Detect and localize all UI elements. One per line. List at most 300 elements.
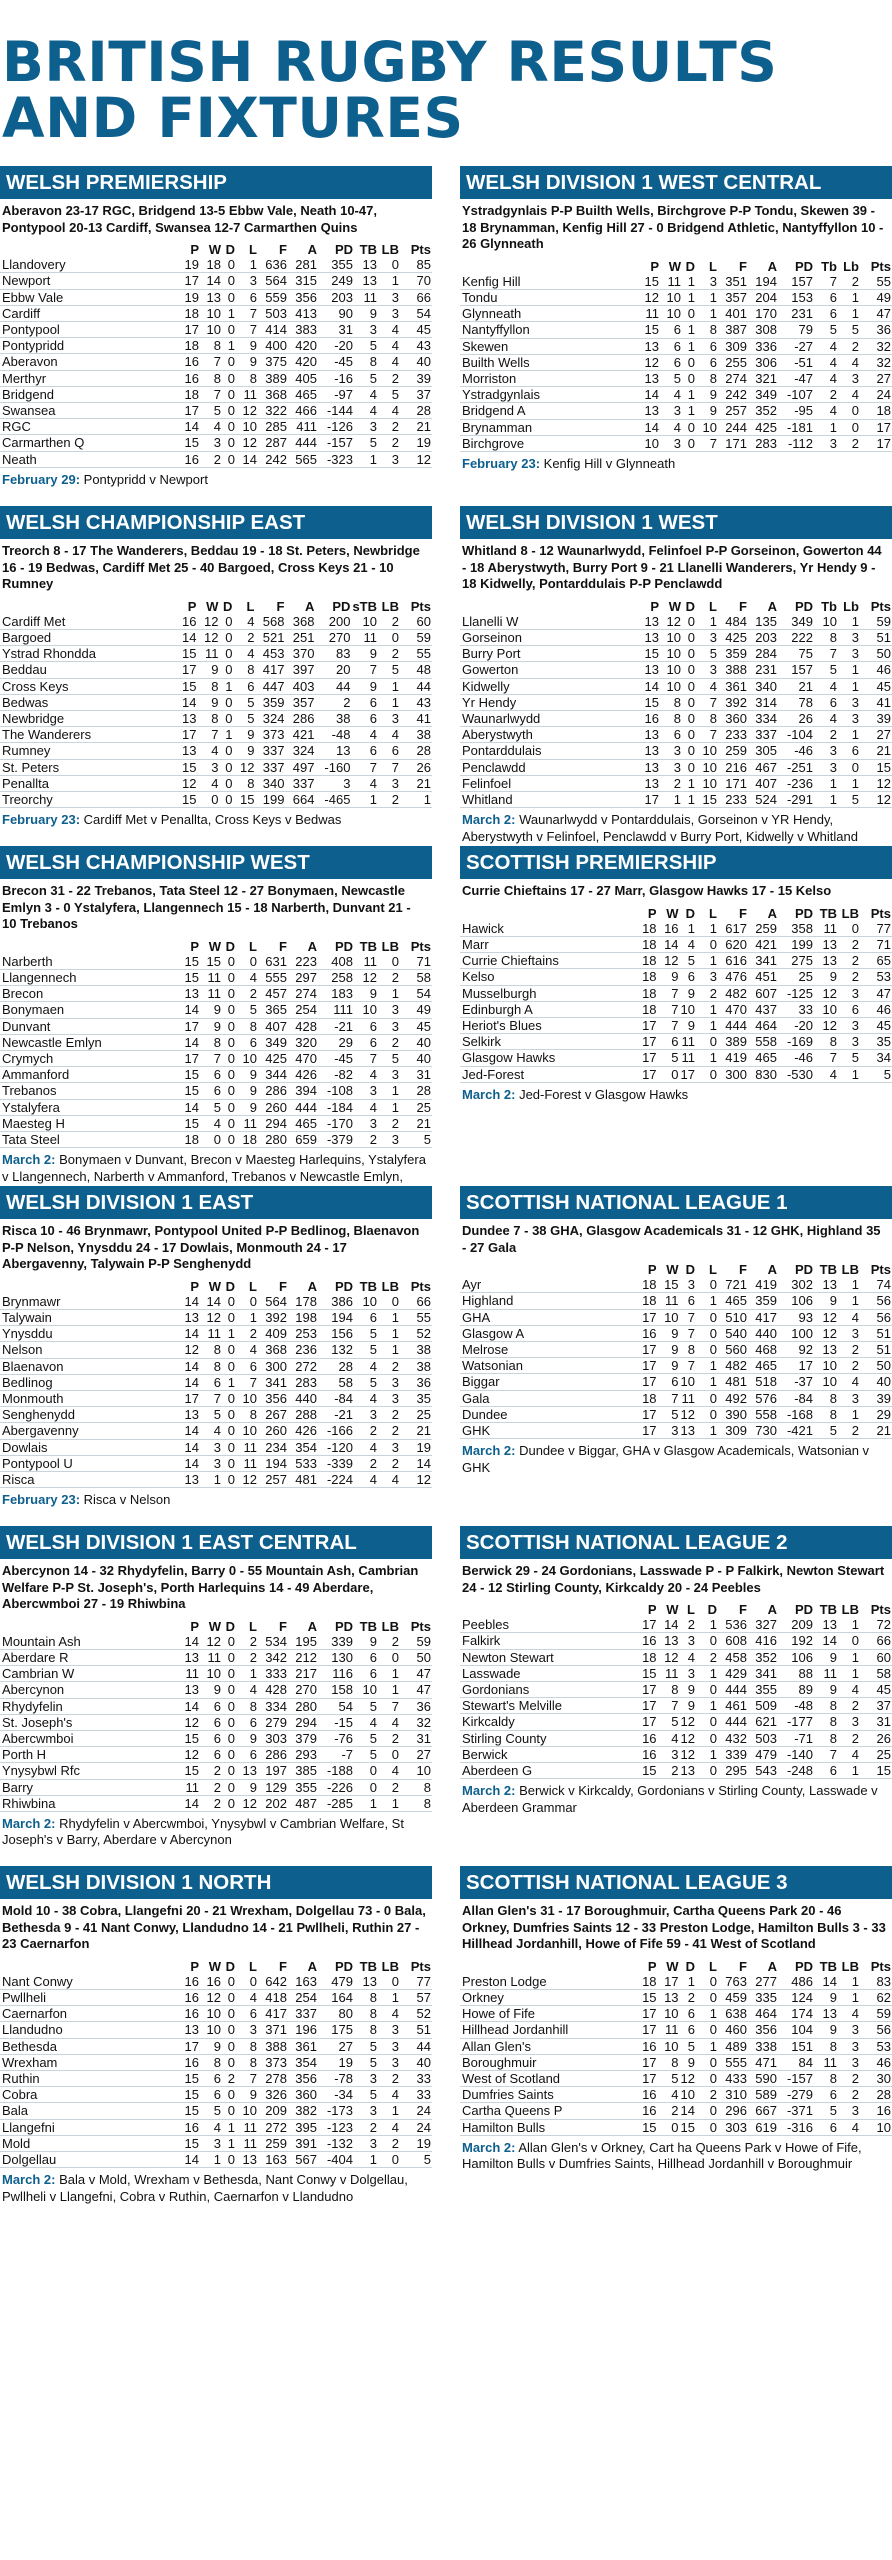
stat-cell: 10 (200, 2006, 222, 2022)
stat-cell: 11 (660, 274, 682, 290)
stat-cell: 417 (748, 1309, 778, 1325)
stat-cell: 503 (258, 305, 288, 321)
stat-cell: 36 (860, 322, 892, 338)
stat-cell: 9 (236, 2087, 258, 2103)
stat-cell: 9 (233, 743, 255, 759)
stat-cell: 338 (748, 2038, 778, 2054)
stat-cell: 10 (354, 1682, 378, 1698)
stat-cell: 11 (354, 954, 378, 970)
stat-cell: 11 (354, 289, 378, 305)
stat-cell: 7 (814, 1746, 838, 1762)
table-row (0, 354, 432, 370)
stat-cell: 5 (838, 1050, 860, 1066)
stat-cell: 0 (682, 629, 696, 645)
stat-cell: 10 (696, 775, 718, 791)
stat-cell: 2 (838, 2087, 860, 2103)
stat-cell: 0 (696, 1325, 718, 1341)
stat-cell: 590 (748, 2070, 778, 2086)
stat-cell: 14 (178, 1034, 200, 1050)
stat-cell: 33 (400, 2070, 432, 2086)
column-header: A (767, 258, 777, 274)
stat-cell: 5 (400, 1131, 432, 1147)
stat-cell: 0 (378, 1974, 400, 1990)
stat-cell: 6 (354, 1649, 378, 1665)
stat-cell: -285 (318, 1795, 354, 1811)
stat-cell: 10 (638, 435, 660, 451)
stat-cell: 15 (175, 791, 197, 807)
results-text: Treorch 8 - 17 The Wanderers, Beddau 19 - 18 St. Peters, Newbridge 16 - 19 Bedwas, Cardiff Met 25 - 40 Bargoed, Cross Keys 21 - 10 Rumney (2, 543, 420, 591)
column-header: PD (794, 1262, 813, 1277)
results-text: Risca 10 - 46 Brynmawr, Pontypool United P-P Bedlinog, Blaenavon P-P Nelson, Ynysddu 24 - 17 Dowlais, Monmouth 24 - 17 Abergavenny, Talywain P-P Senghenydd (2, 1223, 420, 1271)
stat-cell: 1 (838, 1277, 860, 1293)
stat-cell: 4 (236, 1989, 258, 2005)
column-header: D (685, 905, 695, 921)
league-section (460, 846, 892, 1186)
league-title: WELSH DIVISION 1 WEST CENTRAL (460, 166, 892, 199)
stat-cell: 0 (222, 1067, 236, 1083)
stat-cell: 336 (748, 338, 778, 354)
team-name: Ystrad Rhondda (0, 646, 175, 662)
stat-cell: 414 (258, 322, 288, 338)
stat-cell: 242 (258, 451, 288, 467)
stat-cell: 0 (219, 646, 233, 662)
stat-cell: 389 (718, 1034, 748, 1050)
stat-cell: 453 (255, 646, 285, 662)
stat-cell: 636 (258, 257, 288, 273)
stat-cell: 1 (838, 1974, 860, 1990)
stat-cell: -279 (778, 2087, 814, 2103)
stat-cell: 280 (288, 1698, 318, 1714)
fixtures-date: March 2: (462, 1443, 516, 1459)
table-row (0, 727, 432, 743)
column-header: D (685, 1958, 695, 1974)
stat-cell: 200 (315, 614, 351, 630)
stat-cell: 16 (636, 2038, 658, 2054)
stat-cell: 43 (400, 694, 432, 710)
table-row (460, 662, 892, 678)
column-header: Pts (410, 598, 431, 614)
table-row (460, 354, 892, 370)
stat-cell: 349 (778, 614, 814, 630)
stat-cell: 0 (222, 2087, 236, 2103)
stat-cell: 444 (718, 1017, 748, 1033)
stat-cell: 0 (682, 306, 696, 322)
stat-cell: 6 (200, 1067, 222, 1083)
stat-cell: 16 (178, 1974, 200, 1990)
column-header: A (307, 242, 317, 257)
table-row (460, 1746, 892, 1762)
stat-cell: 0 (236, 1294, 258, 1310)
stat-cell: 3 (696, 274, 718, 290)
team-name: Melrose (460, 1342, 636, 1358)
table-row (0, 1390, 432, 1406)
table-row (0, 451, 432, 467)
stat-cell: 249 (318, 273, 354, 289)
stat-cell: 1 (696, 2038, 718, 2054)
stat-cell: 0 (696, 2022, 718, 2038)
stat-cell: 0 (222, 403, 236, 419)
stat-cell: 3 (197, 759, 219, 775)
stat-cell: 6 (660, 338, 682, 354)
stat-cell: 93 (778, 1309, 814, 1325)
stat-cell: 15 (178, 969, 200, 985)
stat-cell: 11 (658, 2022, 680, 2038)
stat-cell: 4 (197, 775, 219, 791)
column-header: Pts (870, 1262, 891, 1277)
stat-cell: -71 (778, 1730, 814, 1746)
stat-cell: 7 (378, 759, 400, 775)
standings-table (0, 939, 432, 1149)
stat-cell: 13 (175, 743, 197, 759)
column-header: PD (334, 938, 353, 954)
stat-cell: 5 (378, 386, 400, 402)
table-header-row (460, 1262, 892, 1277)
stat-cell: 6 (680, 1293, 696, 1309)
table-row (0, 1423, 432, 1439)
team-name: Bala (0, 2103, 178, 2119)
stat-cell: 116 (318, 1666, 354, 1682)
stat-cell: 389 (258, 370, 288, 386)
stat-cell: 6 (354, 1034, 378, 1050)
stat-cell: 13 (814, 1342, 838, 1358)
stat-cell: 286 (258, 1083, 288, 1099)
stat-cell: 4 (354, 1390, 378, 1406)
team-name: Porth H (0, 1747, 178, 1763)
team-name: Ebbw Vale (0, 289, 178, 305)
table-row (0, 322, 432, 338)
stat-cell: 26 (400, 759, 432, 775)
stat-cell: -21 (318, 1407, 354, 1423)
stat-cell: 5 (658, 1406, 680, 1422)
stat-cell: 280 (258, 1131, 288, 1147)
stat-cell: 6 (354, 1309, 378, 1325)
table-row (460, 1698, 892, 1714)
stat-cell: 417 (255, 662, 285, 678)
stat-cell: 0 (222, 257, 236, 273)
stat-cell: 10 (660, 646, 682, 662)
stat-cell: 1 (219, 678, 233, 694)
league-title: WELSH DIVISION 1 WEST (460, 506, 892, 539)
stat-cell: 481 (718, 1374, 748, 1390)
stat-cell: 9 (814, 1293, 838, 1309)
stat-cell: 4 (378, 322, 400, 338)
stat-cell: 6 (696, 354, 718, 370)
table-row (0, 1002, 432, 1018)
table-row (0, 1455, 432, 1471)
stat-cell: 54 (318, 1698, 354, 1714)
stat-cell: 509 (748, 1698, 778, 1714)
stat-cell: 11 (178, 1666, 200, 1682)
stat-cell: 6 (658, 1374, 680, 1390)
stat-cell: 60 (400, 614, 432, 630)
results-text: Ystradgynlais P-P Builth Wells, Birchgrove P-P Tondu, Skewen 39 - 18 Brynamman, Kenfig Hill 27 - 0 Bridgend Athletic, Nantyffyllon 10 - 26 Glynneath (462, 203, 884, 251)
stat-cell: 420 (288, 338, 318, 354)
stat-cell: 5 (354, 2087, 378, 2103)
column-header: TB (819, 1958, 837, 1974)
stat-cell: 521 (255, 629, 285, 645)
stat-cell: 0 (222, 370, 236, 386)
stat-cell: 559 (258, 289, 288, 305)
stat-cell: 1 (222, 305, 236, 321)
stat-cell: 2 (200, 1779, 222, 1795)
stat-cell: 16 (178, 370, 200, 386)
league-section (460, 1526, 892, 1866)
stat-cell: 2 (696, 1649, 718, 1665)
stat-cell: 4 (838, 1374, 860, 1390)
table-row (460, 1682, 892, 1698)
stat-cell: 0 (682, 678, 696, 694)
stat-cell: 34 (860, 1050, 892, 1066)
stat-cell: 18 (636, 1293, 658, 1309)
stat-cell: 0 (696, 1714, 718, 1730)
team-name: Falkirk (460, 1633, 636, 1649)
team-name: Trebanos (0, 1083, 178, 1099)
stat-cell: 352 (748, 403, 778, 419)
stat-cell: 28 (318, 1358, 354, 1374)
column-header: P (190, 1618, 199, 1634)
stat-cell: 5 (680, 953, 696, 969)
stat-cell: 1 (682, 775, 696, 791)
team-name: Cardiff (0, 305, 178, 321)
table-row (460, 2070, 892, 2086)
stat-cell: 17 (636, 2070, 658, 2086)
stat-cell: 216 (718, 759, 748, 775)
stat-cell: 0 (219, 629, 233, 645)
table-row (460, 1406, 892, 1422)
stat-cell: 3 (378, 451, 400, 467)
stat-cell: 408 (318, 954, 354, 970)
stat-cell: 4 (233, 646, 255, 662)
table-row (460, 646, 892, 662)
team-name: Howe of Fife (460, 2006, 636, 2022)
stat-cell: 1 (838, 1649, 860, 1665)
stat-cell: 3 (660, 743, 682, 759)
stat-cell: 83 (860, 1974, 892, 1990)
stat-cell: 38 (315, 710, 351, 726)
stat-cell: 8 (680, 1342, 696, 1358)
table-row (0, 954, 432, 970)
stat-cell: 10 (354, 1294, 378, 1310)
stat-cell: 4 (378, 2006, 400, 2022)
stat-cell: 59 (860, 614, 892, 630)
column-header: P (187, 598, 197, 614)
stat-cell: 379 (288, 1730, 318, 1746)
team-name: Highland (460, 1293, 636, 1309)
stat-cell: 41 (860, 694, 892, 710)
stat-cell: 17 (175, 727, 197, 743)
stat-cell: 1 (378, 1309, 400, 1325)
stat-cell: 337 (255, 759, 285, 775)
team-name: Llandudno (0, 2022, 178, 2038)
stat-cell: 4 (838, 1682, 860, 1698)
stat-cell: 3 (236, 273, 258, 289)
stat-cell: 21 (400, 1423, 432, 1439)
column-header: LB (381, 938, 399, 954)
table-row (460, 1050, 892, 1066)
stat-cell: 8 (354, 354, 378, 370)
stat-cell: 309 (718, 1423, 748, 1439)
stat-cell: 12 (200, 1989, 222, 2005)
stat-cell: 40 (400, 1050, 432, 1066)
stat-cell: 17 (636, 2022, 658, 2038)
team-name: Cross Keys (0, 678, 175, 694)
column-header: Pts (870, 258, 891, 274)
stat-cell: -184 (318, 1099, 354, 1115)
stat-cell: 2 (378, 2070, 400, 2086)
table-row (460, 2087, 892, 2103)
stat-cell: 3 (378, 1002, 400, 1018)
stat-cell: 16 (636, 1633, 658, 1649)
stat-cell: 283 (288, 1374, 318, 1390)
stat-cell: 464 (748, 2006, 778, 2022)
stat-cell: 4 (378, 2087, 400, 2103)
stat-cell: 13 (658, 1989, 680, 2005)
stat-cell: 260 (258, 1423, 288, 1439)
column-header (0, 599, 175, 614)
fixtures-list: Kenfig Hill v Glynneath (540, 455, 676, 471)
column-header: P (647, 1958, 657, 1974)
table-row (0, 419, 432, 435)
stat-cell: 163 (288, 1974, 318, 1990)
fixtures-date: March 2: (2, 1152, 56, 1168)
stat-cell: 18 (200, 257, 222, 273)
stat-cell: 0 (222, 2022, 236, 2038)
stat-cell: 6 (236, 1714, 258, 1730)
stat-cell: 479 (748, 1746, 778, 1762)
team-name: Hamilton Bulls (460, 2119, 636, 2135)
stat-cell: 37 (860, 1698, 892, 1714)
stat-cell: 18 (178, 386, 200, 402)
stat-cell: 9 (351, 646, 378, 662)
stat-cell: 8 (200, 2054, 222, 2070)
column-header (0, 1959, 178, 1974)
stat-cell: 19 (178, 257, 200, 273)
stat-cell: 12 (680, 2070, 695, 2086)
stat-cell: 503 (748, 1730, 778, 1746)
table-row (0, 743, 432, 759)
column-header (460, 1959, 636, 1974)
stat-cell: 158 (318, 1682, 354, 1698)
stat-cell: 12 (814, 1325, 838, 1341)
stat-cell: 204 (748, 289, 778, 305)
stat-cell: 38 (400, 1342, 432, 1358)
team-name: Crymych (0, 1050, 178, 1066)
table-row (0, 403, 432, 419)
column-header: D (225, 938, 235, 954)
stat-cell: 21 (400, 419, 432, 435)
stat-cell: 7 (200, 386, 222, 402)
stat-cell: 0 (658, 2119, 680, 2135)
stat-cell: 444 (288, 1099, 318, 1115)
stat-cell: 7 (814, 1050, 838, 1066)
stat-cell: 4 (660, 387, 682, 403)
stat-cell: 11 (658, 1293, 680, 1309)
stat-cell: 14 (638, 678, 660, 694)
standings-table (0, 599, 432, 809)
stat-cell: 132 (318, 1342, 354, 1358)
team-name: Ynysddu (0, 1326, 178, 1342)
column-header: D (707, 1602, 717, 1617)
stat-cell: 387 (718, 322, 748, 338)
stat-cell: 1 (838, 662, 860, 678)
stat-cell: 0 (222, 1471, 236, 1487)
stat-cell: 270 (288, 1682, 318, 1698)
stat-cell: 0 (696, 1342, 718, 1358)
stat-cell: 13 (175, 710, 197, 726)
team-name: Bedlinog (0, 1374, 178, 1390)
stat-cell: 14 (178, 1698, 200, 1714)
stat-cell: 1 (378, 1682, 400, 1698)
table-row (0, 289, 432, 305)
stat-cell: 4 (200, 419, 222, 435)
stat-cell: -78 (318, 2070, 354, 2086)
team-name: The Wanderers (0, 727, 175, 743)
stat-cell: 47 (860, 985, 892, 1001)
team-name: Nant Conwy (0, 1974, 178, 1990)
stat-cell: 21 (778, 678, 814, 694)
stat-cell: 0 (682, 435, 696, 451)
stat-cell: 40 (400, 354, 432, 370)
column-header: A (307, 1958, 317, 1974)
table-row (460, 435, 892, 451)
stat-cell: 9 (236, 1779, 258, 1795)
stat-cell: 565 (288, 451, 318, 467)
stat-cell: 2 (222, 2070, 236, 2086)
team-name: Hawick (460, 921, 636, 937)
team-name: Talywain (0, 1309, 178, 1325)
stat-cell: 1 (696, 1001, 718, 1017)
stat-cell: 254 (288, 1989, 318, 2005)
stat-cell: 7 (814, 646, 838, 662)
stat-cell: 38 (400, 727, 432, 743)
table-header-row (460, 1602, 892, 1617)
table-row (460, 710, 892, 726)
stat-cell: -251 (778, 759, 814, 775)
stat-cell: 19 (400, 2135, 432, 2151)
stat-cell: 4 (838, 1746, 860, 1762)
stat-cell: 356 (288, 289, 318, 305)
stat-cell: 10 (814, 614, 838, 630)
stat-cell: 15 (178, 2103, 200, 2119)
stat-cell: 209 (778, 1617, 814, 1633)
stat-cell: 5 (200, 2103, 222, 2119)
stat-cell: 1 (200, 2151, 222, 2167)
stat-cell: 303 (718, 2119, 748, 2135)
stat-cell: 428 (258, 1682, 288, 1698)
stat-cell: 310 (718, 2087, 748, 2103)
stat-cell: 1 (814, 775, 838, 791)
stat-cell: 20 (315, 662, 351, 678)
stat-cell: 327 (748, 1617, 778, 1633)
stat-cell: 194 (258, 1455, 288, 1471)
stat-cell: 0 (222, 1649, 236, 1665)
league-title: WELSH PREMIERSHIP (0, 166, 432, 199)
stat-cell: -421 (778, 1423, 814, 1439)
stat-cell: 10 (200, 305, 222, 321)
stat-cell: 0 (696, 2103, 718, 2119)
stat-cell: 223 (288, 954, 318, 970)
stat-cell: 45 (400, 322, 432, 338)
stat-cell: 2 (378, 1634, 400, 1650)
table-row (460, 727, 892, 743)
stat-cell: 12 (680, 1746, 695, 1762)
stat-cell: 8 (814, 1034, 838, 1050)
stat-cell: 354 (288, 1439, 318, 1455)
stat-cell: 339 (718, 1746, 748, 1762)
team-name: Abercynon (0, 1682, 178, 1698)
stat-cell: 4 (354, 1714, 378, 1730)
stat-cell: 11 (236, 2135, 258, 2151)
